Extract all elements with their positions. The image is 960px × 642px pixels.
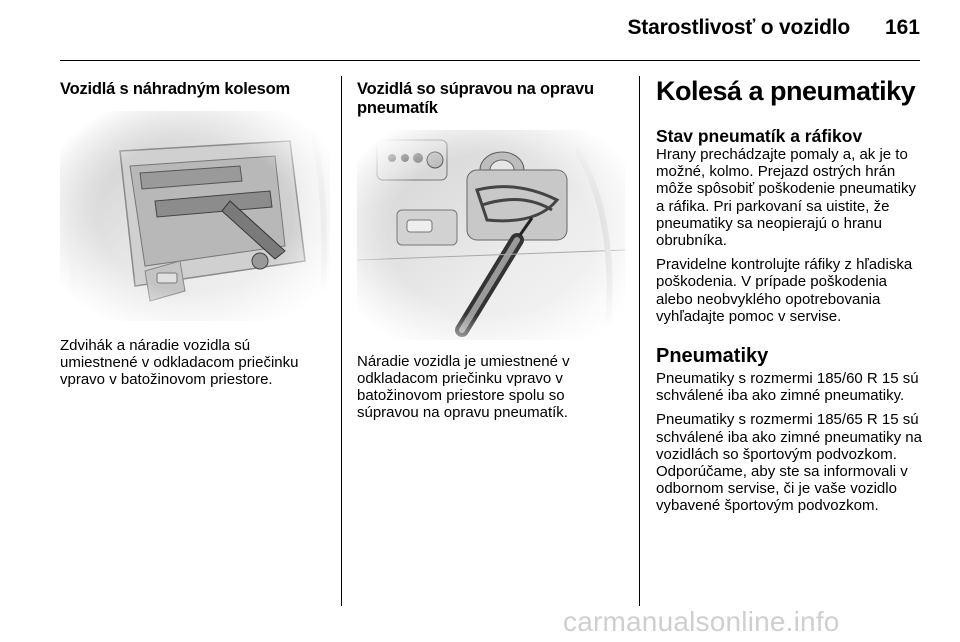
jack-and-tools-illustration xyxy=(60,111,330,321)
section-heading: Vozidlá s náhradným kolesom xyxy=(60,80,290,98)
section-heading: Stav pneumatík a ráfikov xyxy=(656,126,863,146)
column-divider xyxy=(341,76,342,606)
body-paragraph: Pneumatiky s rozmermi 185/60 R 15 sú schválené iba ako zimné pneumatiky. xyxy=(656,370,919,405)
illustration-caption: Zdvihák a náradie vozidla sú umiestnené v odkladacom priečinku vpravo v batožinovom priestore. xyxy=(60,337,299,388)
page-number: 161 xyxy=(884,16,920,39)
header-rule xyxy=(60,60,920,61)
body-paragraph: Odporúčame, aby ste sa informovali v odbornom servise, či je vaše vozidlo vybavené športovým podvozkom. xyxy=(656,463,908,515)
header-title: Starostlivosť o vozidlo xyxy=(627,16,850,39)
column-spare-wheel xyxy=(60,80,330,388)
body-paragraph: Pravidelne kontrolujte ráfiky z hľadiska poškodenia. V prípade poškodenia alebo neobvyklého opotrebovania vyhľadajte pomoc v servise. xyxy=(656,256,913,325)
column-tyre-repair-kit xyxy=(357,80,627,421)
body-paragraph: Pneumatiky s rozmermi 185/65 R 15 sú schválené iba ako zimné pneumatiky na vozidlách so športovým podvozkom. xyxy=(656,411,922,463)
section-heading: Pneumatiky xyxy=(656,345,769,368)
tyre-repair-kit-illustration xyxy=(357,130,625,340)
chapter-title: Kolesá a pneumatiky xyxy=(656,76,916,106)
section-heading: Vozidlá so súpravou na opravu pneumatík xyxy=(357,80,594,117)
column-divider xyxy=(639,76,640,606)
watermark: carmanualsonline.info xyxy=(563,606,840,637)
column-wheels-and-tyres xyxy=(656,76,924,515)
illustration-caption: Náradie vozidla je umiestnené v odkladacom priečinku vpravo v batožinovom priestore spolu so súpravou na opravu pneumatík. xyxy=(357,353,570,421)
body-paragraph: Hrany prechádzajte pomaly a, ak je to možné, kolmo. Prejazd ostrých hrán môže spôsobiť poškodenie pneumatiky a ráfika. Pri parkovaní sa uistite, že pneumatiky sa neopierajú o hranu obrubníka. xyxy=(656,146,916,250)
